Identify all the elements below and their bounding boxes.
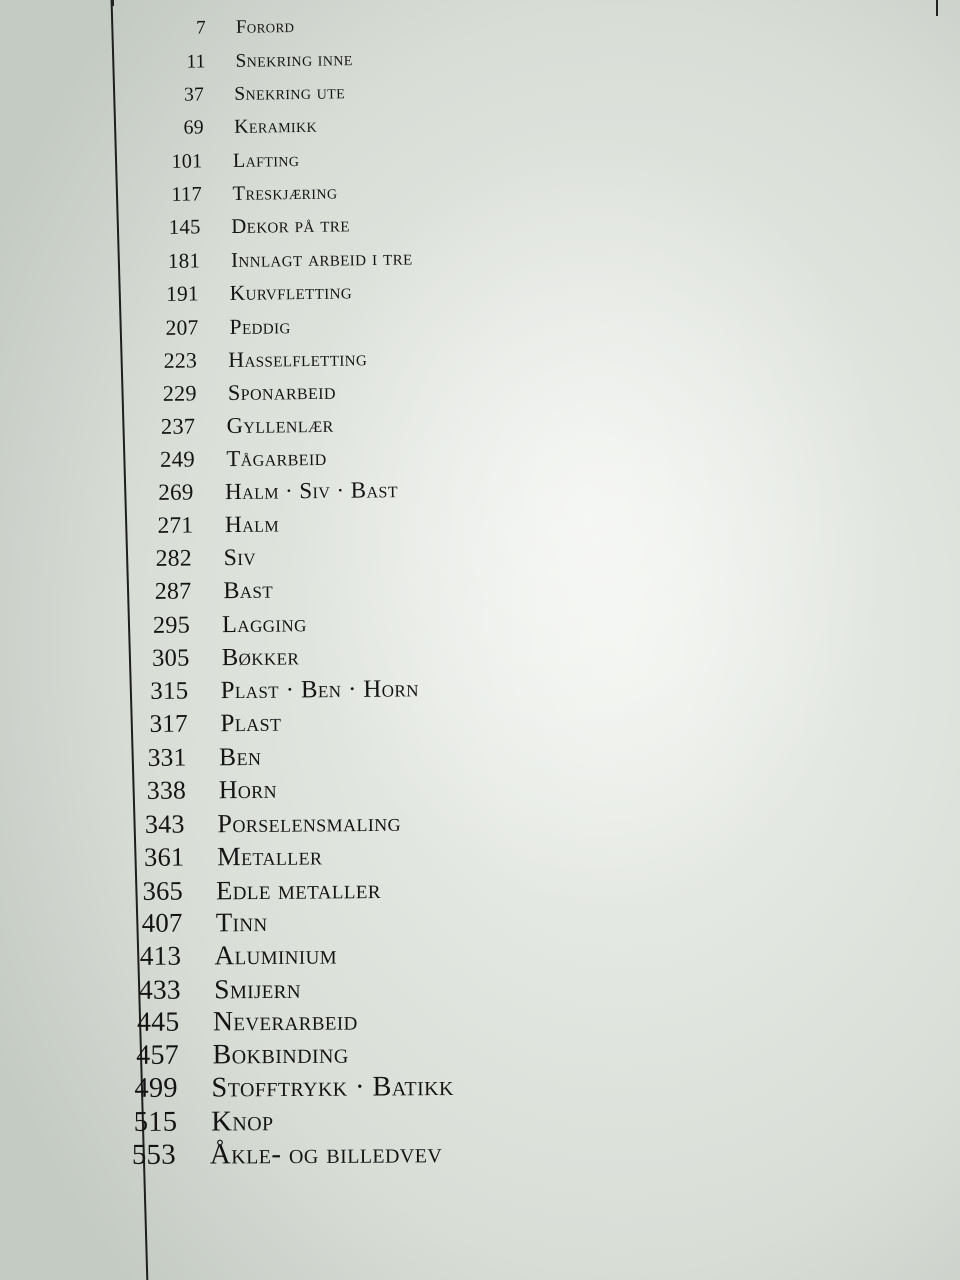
toc-entry xyxy=(166,16,295,41)
toc-entry xyxy=(131,774,276,806)
toc-entry xyxy=(139,609,307,640)
toc-chapter-title: Neverarbeid xyxy=(212,1005,358,1038)
toc-entry xyxy=(134,709,281,741)
toc-entry xyxy=(118,1070,454,1106)
toc-chapter-title: Åkle- og billedvev xyxy=(209,1137,443,1171)
toc-page-number: 69 xyxy=(182,116,204,139)
toc-entry xyxy=(127,873,381,907)
toc-entry xyxy=(143,511,278,541)
toc-chapter-title: Snekring ute xyxy=(234,82,346,106)
toc-chapter-title: Horn xyxy=(218,774,277,804)
toc-entry xyxy=(119,1038,348,1073)
toc-entry xyxy=(155,245,412,274)
toc-page-number: 271 xyxy=(156,512,193,540)
toc-page-number: 413 xyxy=(139,940,182,972)
toc-page-number: 7 xyxy=(196,17,207,39)
toc-chapter-title: Metaller xyxy=(216,840,323,871)
toc-entry xyxy=(124,939,337,973)
toc-page-number: 407 xyxy=(141,908,183,939)
toc-chapter-title: Edle metaller xyxy=(216,873,382,905)
toc-page-number: 343 xyxy=(144,809,185,839)
toc-entry xyxy=(136,674,419,707)
toc-chapter-title: Bokbinding xyxy=(212,1038,349,1071)
toc-page-number: 223 xyxy=(163,346,198,373)
toc-chapter-title: Ben xyxy=(219,741,262,772)
toc-chapter-title: Peddig xyxy=(229,313,291,339)
toc-page-number: 287 xyxy=(154,578,192,605)
toc-chapter-title: Gyllenlær xyxy=(226,412,334,439)
toc-entry xyxy=(140,577,272,607)
toc-chapter-title: Stofftrykk · Batikk xyxy=(211,1071,454,1104)
toc-page-number: 11 xyxy=(185,51,206,73)
toc-page-number: 191 xyxy=(166,281,200,306)
toc-page-number: 365 xyxy=(142,875,184,906)
toc-page-number: 237 xyxy=(160,413,196,440)
toc-entry xyxy=(158,180,337,207)
toc-entry xyxy=(161,115,316,141)
toc-chapter-title: Innlagt arbeid i tre xyxy=(230,245,413,272)
toc-entry xyxy=(163,81,345,107)
toc-entry xyxy=(164,48,352,74)
toc-entry xyxy=(146,444,326,474)
toc-page-number: 317 xyxy=(148,710,188,738)
toc-entry xyxy=(157,213,350,241)
toc-entry xyxy=(130,806,401,840)
toc-entry xyxy=(151,345,368,374)
toc-chapter-title: Forord xyxy=(235,16,295,39)
toc-chapter-title: Sponarbeid xyxy=(227,378,336,405)
toc-entry xyxy=(121,1005,358,1040)
toc-page-number: 181 xyxy=(167,248,200,273)
toc-entry xyxy=(149,378,335,407)
toc-chapter-title: Tågarbeid xyxy=(225,445,327,472)
toc-page-number: 331 xyxy=(147,742,187,772)
toc-entry xyxy=(148,411,334,440)
toc-page-number: 361 xyxy=(143,841,185,872)
toc-entry xyxy=(154,279,352,307)
toc-page-number: 37 xyxy=(184,84,205,106)
toc-page-number: 229 xyxy=(162,379,197,406)
toc-chapter-title: Hasselfletting xyxy=(228,344,368,372)
toc-page-number: 117 xyxy=(170,183,202,206)
toc-page-number: 433 xyxy=(138,973,181,1006)
toc-page-number: 249 xyxy=(159,446,195,473)
toc-chapter-title: Bast xyxy=(222,577,273,605)
toc-entry xyxy=(152,313,290,341)
toc-chapter-title: Halm · Siv · Bast xyxy=(225,476,399,505)
toc-chapter-title: Snekring inne xyxy=(235,49,353,73)
toc-page-number: 207 xyxy=(164,315,199,340)
toc-page-number: 338 xyxy=(146,775,186,805)
toc-chapter-title: Lafting xyxy=(232,148,300,172)
toc-chapter-title: Aluminium xyxy=(214,939,338,971)
toc-chapter-title: Bøkker xyxy=(221,643,299,672)
toc-entry xyxy=(160,148,300,174)
toc-page-number: 282 xyxy=(155,545,193,573)
toc-page-number: 145 xyxy=(168,215,201,239)
toc-page-number: 315 xyxy=(150,677,189,705)
toc-chapter-title: Plast · Ben · Horn xyxy=(220,675,420,705)
toc-entry xyxy=(145,476,398,507)
toc-chapter-title: Treskjæring xyxy=(232,181,338,205)
toc-chapter-title: Halm xyxy=(224,511,279,539)
toc-chapter-title: Tinn xyxy=(215,907,268,938)
toc-entry xyxy=(128,840,322,873)
toc-entry xyxy=(122,972,300,1006)
toc-page-number: 553 xyxy=(131,1138,177,1171)
toc-entry xyxy=(116,1104,273,1139)
toc-page-number: 515 xyxy=(133,1105,177,1138)
toc-page-number: 457 xyxy=(135,1039,179,1072)
toc-chapter-title: Lagging xyxy=(222,610,308,639)
toc-entry xyxy=(142,544,256,574)
toc-chapter-title: Kurvfletting xyxy=(229,279,353,305)
toc-entry xyxy=(115,1136,442,1173)
toc-chapter-title: Siv xyxy=(223,544,257,572)
toc-chapter-title: Plast xyxy=(219,709,282,738)
toc-chapter-title: Dekor på tre xyxy=(231,213,351,238)
toc-page-number: 499 xyxy=(134,1072,178,1105)
toc-chapter-title: Porselensmaling xyxy=(217,807,402,838)
toc-page-number: 305 xyxy=(151,644,190,672)
toc-page-number: 295 xyxy=(152,611,191,639)
toc-entry xyxy=(133,742,262,774)
toc-chapter-title: Smijern xyxy=(213,973,301,1005)
toc-entry xyxy=(125,906,267,939)
toc-page-number: 269 xyxy=(158,478,194,506)
toc-entry xyxy=(137,642,298,673)
toc-page-number: 101 xyxy=(171,150,203,173)
toc-chapter-title: Keramikk xyxy=(233,114,317,138)
toc-chapter-title: Knop xyxy=(210,1105,274,1138)
toc-page-number: 445 xyxy=(137,1006,180,1039)
